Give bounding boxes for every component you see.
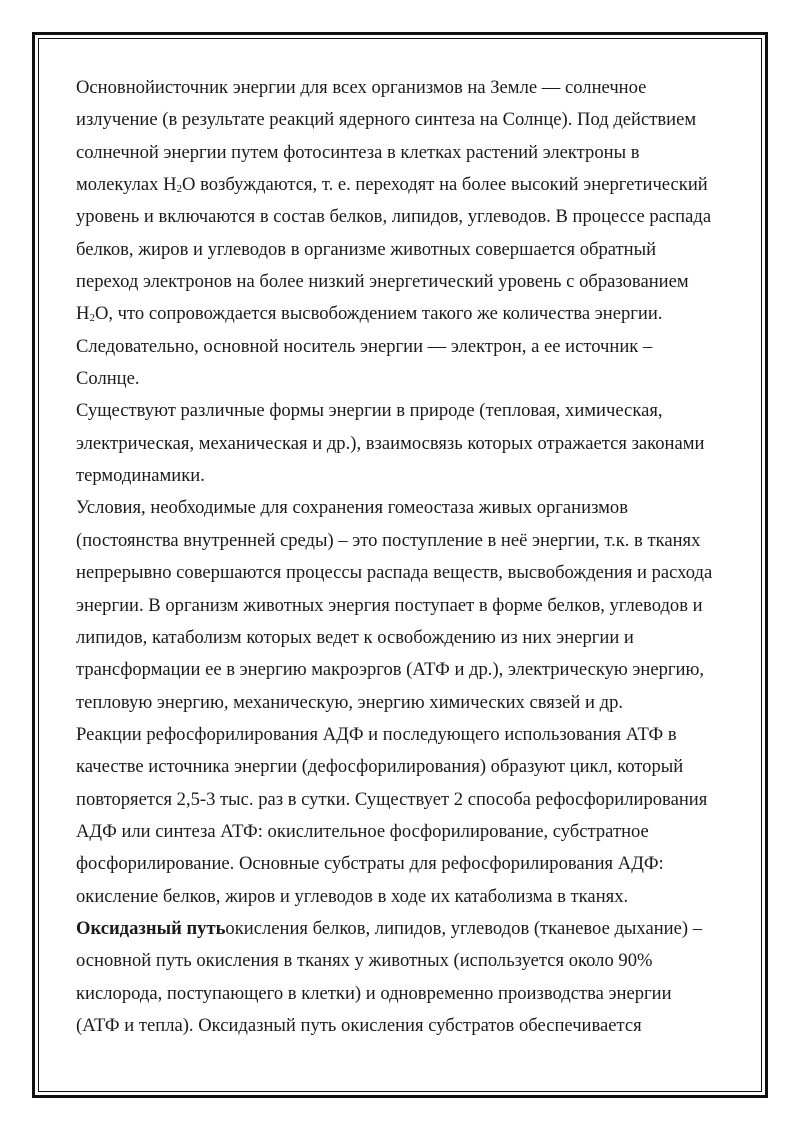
text-line: непрерывно совершаются процессы распада веществ, высвобождения и расхода <box>76 562 713 584</box>
text-line <box>76 169 728 201</box>
text-line: энергии. В организм животных энергия поступает в форме белков, углеводов и <box>76 594 703 616</box>
text-line: кислорода, поступающего в клетки) и одновременно производства энергии <box>76 982 672 1004</box>
text-line: термодинамики. <box>76 465 205 487</box>
text-line: фосфорилирование. Основные субстраты для рефосфорилирования АДФ: <box>76 853 664 875</box>
text-line: основной путь окисления в тканях у животных (используется около 90% <box>76 950 653 972</box>
text-line: (АТФ и тепла). Оксидазный путь окисления субстратов обеспечивается <box>76 1014 642 1036</box>
text-line: излучение (в результате реакций ядерного синтеза на Солнце). Под действием <box>76 109 697 131</box>
text-segment: Н <box>76 303 90 325</box>
text-segment: молекулах Н <box>76 174 177 196</box>
text-line: Основнойисточник энергии для всех организмов на Земле — солнечное <box>76 77 647 98</box>
text-line: белков, жиров и углеводов в организме животных совершается обратный <box>76 238 657 260</box>
text-line: Условия, необходимые для сохранения гомеостаза живых организмов <box>76 497 628 519</box>
text-line: тепловую энергию, механическую, энергию химических связей и др. <box>76 691 624 713</box>
text-line: переход электронов на более низкий энергетический уровень с образованием <box>76 271 689 293</box>
text-line <box>76 913 728 945</box>
text-line: Реакции рефосфорилирования АДФ и последующего использования АТФ в <box>76 723 677 745</box>
text-line: Следовательно, основной носитель энергии — электрон, а ее источник – <box>76 335 653 357</box>
text-segment: О, что сопровождается высвобождением такого же количества энергии. <box>94 303 663 325</box>
text-line: повторяется 2,5-3 тыс. раз в сутки. Существует 2 способа рефосфорилирования <box>76 788 708 810</box>
text-line: АДФ или синтеза АТФ: окислительное фосфорилирование, субстратное <box>76 820 649 842</box>
text-segment: О возбуждаются, т. е. переходят на более высокий энергетический <box>182 174 708 196</box>
text-line: окисление белков, жиров и углеводов в ходе их катаболизма в тканях. <box>76 885 629 907</box>
text-line: (постоянства внутренней среды) – это поступление в неё энергии, т.к. в тканях <box>76 529 701 551</box>
subscript: 2 <box>176 183 183 196</box>
bold-term: Оксидазный путь <box>76 917 226 939</box>
text-line: Солнце. <box>76 368 140 390</box>
text-segment: окисления белков, липидов, углеводов (тканевое дыхание) – <box>225 917 703 939</box>
subscript: 2 <box>89 312 95 325</box>
text-line: уровень и включаются в состав белков, липидов, углеводов. В процессе распада <box>76 206 712 228</box>
text-line: Существуют различные формы энергии в природе (тепловая, химическая, <box>76 400 663 422</box>
text-line: липидов, катаболизм которых ведет к освобождению из них энергии и <box>76 626 634 648</box>
text-line: трансформации ее в энергию макроэргов (АТФ и др.), электрическую энергию, <box>76 659 705 681</box>
text-line: электрическая, механическая и др.), взаимосвязь которых отражается законами <box>76 432 705 454</box>
text-line: качестве источника энергии (дефосфорилирования) образуют цикл, который <box>76 756 684 778</box>
text-line <box>76 298 728 330</box>
document-body <box>76 72 728 1042</box>
text-line: солнечной энергии путем фотосинтеза в клетках растений электроны в <box>76 141 640 163</box>
